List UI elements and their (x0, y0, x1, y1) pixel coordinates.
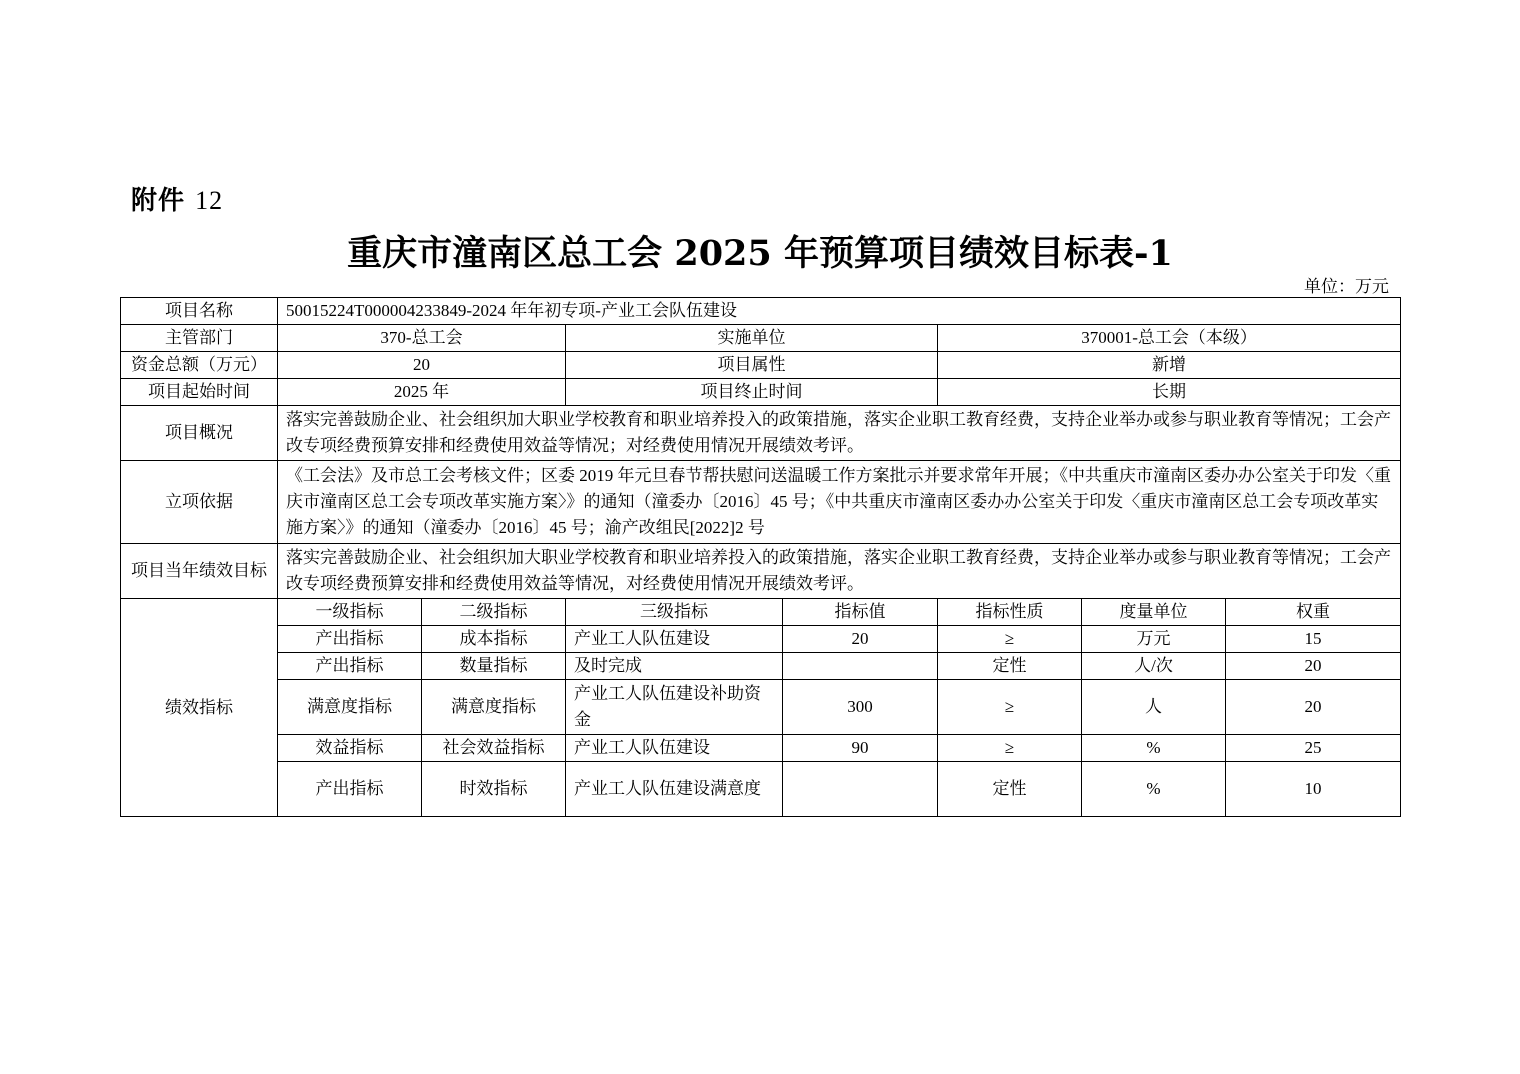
header-level1: 一级指标 (278, 599, 422, 626)
end-value: 长期 (938, 379, 1401, 406)
nature-cell: 定性 (938, 653, 1082, 680)
level2-cell: 社会效益指标 (422, 735, 566, 762)
row-basis (121, 461, 1401, 544)
header-level3: 三级指标 (566, 599, 783, 626)
performance-table (120, 297, 1401, 817)
indicator-row (121, 626, 1401, 653)
impl-label: 实施单位 (566, 325, 938, 352)
dept-label: 主管部门 (121, 325, 278, 352)
nature-cell: ≥ (938, 680, 1082, 735)
end-label: 项目终止时间 (566, 379, 938, 406)
attr-label: 项目属性 (566, 352, 938, 379)
unit-cell: % (1082, 762, 1226, 817)
unit-cell: % (1082, 735, 1226, 762)
level3-cell: 产业工人队伍建设 (566, 626, 783, 653)
fund-label: 资金总额（万元） (121, 352, 278, 379)
attr-value: 新增 (938, 352, 1401, 379)
level3-cell: 产业工人队伍建设补助资金 (566, 680, 783, 735)
unit-cell: 人 (1082, 680, 1226, 735)
value-cell (783, 762, 938, 817)
level2-cell: 成本指标 (422, 626, 566, 653)
header-unit: 度量单位 (1082, 599, 1226, 626)
weight-cell: 20 (1226, 680, 1401, 735)
unit-label: 单位：万元 (1304, 277, 1389, 296)
row-dept (121, 325, 1401, 352)
indicators-section-label: 绩效指标 (121, 599, 278, 817)
weight-cell: 25 (1226, 735, 1401, 762)
row-time (121, 379, 1401, 406)
indicator-row (121, 735, 1401, 762)
level1-cell: 产出指标 (278, 626, 422, 653)
row-fund (121, 352, 1401, 379)
level2-cell: 时效指标 (422, 762, 566, 817)
document-title: 重庆市潼南区总工会 2025 年预算项目绩效目标表-1 (347, 233, 1173, 274)
value-cell: 20 (783, 626, 938, 653)
basis-value: 《工会法》及市总工会考核文件；区委 2019 年元旦春节帮扶慰问送温暖工作方案批示并要求常年开展；《中共重庆市潼南区委办办公室关于印发〈重庆市潼南区总工会专项改革实施方案〉》的通知（潼委办〔2016〕45 号；《中共重庆市潼南区委办办公室关于印发〈重庆市潼南区总工会专项改革实施方案〉》的通知（潼委办〔2016〕45 号；渝产改组民[2022]2 号 (278, 461, 1401, 544)
level1-cell: 产出指标 (278, 762, 422, 817)
value-cell (783, 653, 938, 680)
unit-cell: 万元 (1082, 626, 1226, 653)
header-value: 指标值 (783, 599, 938, 626)
header-weight: 权重 (1226, 599, 1401, 626)
level2-cell: 数量指标 (422, 653, 566, 680)
header-level2: 二级指标 (422, 599, 566, 626)
level3-cell: 及时完成 (566, 653, 783, 680)
level1-cell: 满意度指标 (278, 680, 422, 735)
start-value: 2025 年 (278, 379, 566, 406)
overview-value: 落实完善鼓励企业、社会组织加大职业学校教育和职业培养投入的政策措施，落实企业职工教育经费，支持企业举办或参与职业教育等情况；工会产改专项经费预算安排和经费使用效益等情况；对经费使用情况开展绩效考评。 (278, 406, 1401, 461)
weight-cell: 20 (1226, 653, 1401, 680)
start-label: 项目起始时间 (121, 379, 278, 406)
attachment-text: 附件 (131, 186, 186, 216)
weight-cell: 10 (1226, 762, 1401, 817)
level3-cell: 产业工人队伍建设 (566, 735, 783, 762)
value-cell: 90 (783, 735, 938, 762)
nature-cell: 定性 (938, 762, 1082, 817)
attachment-label (131, 180, 223, 217)
basis-label: 立项依据 (121, 461, 278, 544)
row-goal (121, 544, 1401, 599)
fund-value: 20 (278, 352, 566, 379)
level1-cell: 效益指标 (278, 735, 422, 762)
level2-cell: 满意度指标 (422, 680, 566, 735)
row-overview (121, 406, 1401, 461)
weight-cell: 15 (1226, 626, 1401, 653)
impl-value: 370001-总工会（本级） (938, 325, 1401, 352)
level3-cell: 产业工人队伍建设满意度 (566, 762, 783, 817)
project-name-label: 项目名称 (121, 298, 278, 325)
attachment-number: 12 (195, 186, 224, 215)
indicator-row (121, 680, 1401, 735)
overview-label: 项目概况 (121, 406, 278, 461)
goal-label: 项目当年绩效目标 (121, 544, 278, 599)
row-project-name (121, 298, 1401, 325)
goal-value: 落实完善鼓励企业、社会组织加大职业学校教育和职业培养投入的政策措施，落实企业职工教育经费，支持企业举办或参与职业教育等情况；工会产改专项经费预算安排和经费使用效益等情况，对经费使用情况开展绩效考评。 (278, 544, 1401, 599)
indicator-row (121, 762, 1401, 817)
nature-cell: ≥ (938, 735, 1082, 762)
dept-value: 370-总工会 (278, 325, 566, 352)
unit-cell: 人/次 (1082, 653, 1226, 680)
level1-cell: 产出指标 (278, 653, 422, 680)
project-name-value: 50015224T000004233849-2024 年年初专项-产业工会队伍建设 (278, 298, 1401, 325)
header-nature: 指标性质 (938, 599, 1082, 626)
nature-cell: ≥ (938, 626, 1082, 653)
value-cell: 300 (783, 680, 938, 735)
indicator-row (121, 653, 1401, 680)
indicator-header-row (121, 599, 1401, 626)
